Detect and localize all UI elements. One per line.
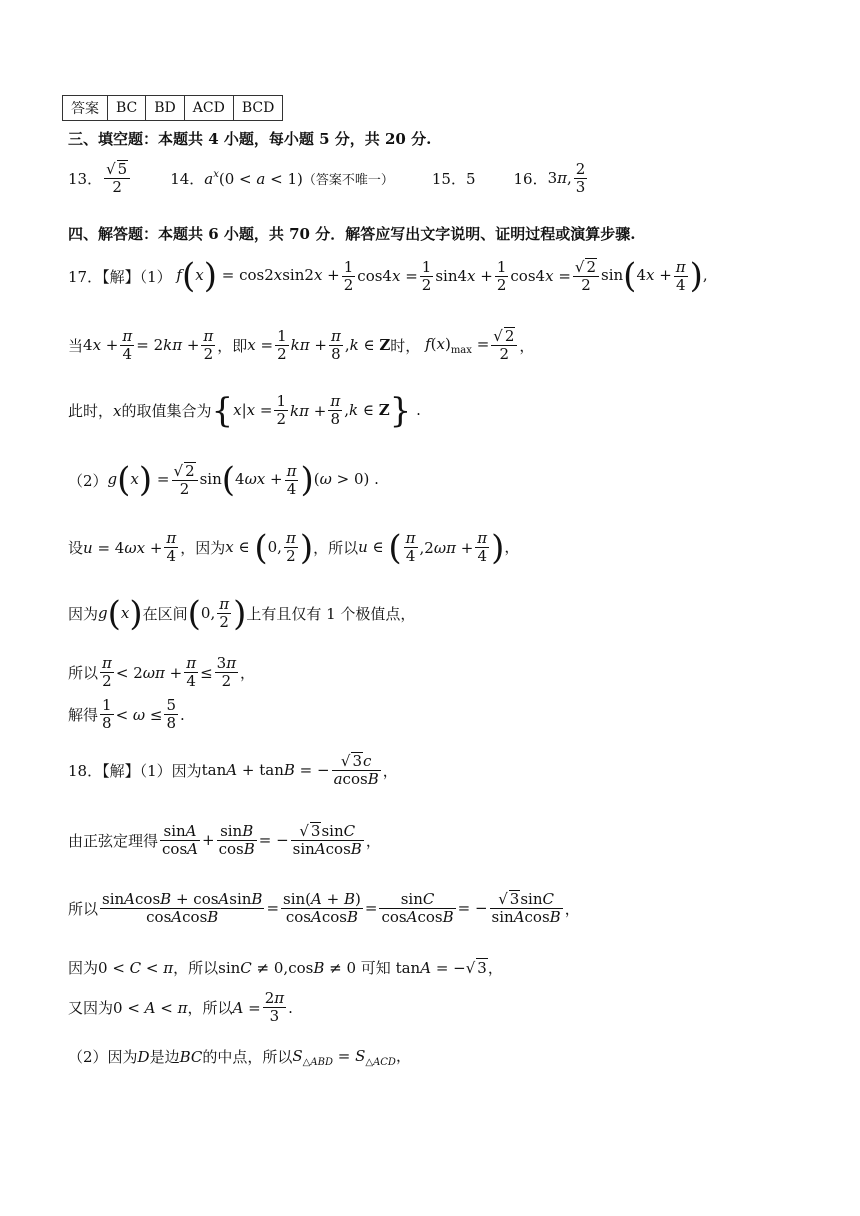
q16-answer-frac: $\frac{2}{3}$ [575, 159, 586, 196]
q17-line-3: 此时， x 的取值集合为 {x|x = $\frac{1}{2}$ kπ + $\frac{\pi}{8}$ ,k ∈ Z} . [68, 390, 421, 431]
q16-answer: 3π, [547, 169, 572, 188]
q13-answer: $\frac{√ 5}{2}$ [104, 160, 130, 197]
answer-cell: BD [146, 96, 185, 121]
q16-label: 16． [513, 169, 548, 188]
q14-note: （答案不唯一） [302, 172, 394, 188]
q13-label: 13． [68, 169, 103, 188]
q18-part-2: （2）因为 D 是边 BC 的中点，所以 $S_{\triangle ABD} = S_{\triangle ACD}$， [68, 1047, 411, 1068]
q17-interval: 因为 g(x) 在区间 (0, $\frac{\pi}{2}$ ) 上有且仅有 1 个极值点， [68, 593, 416, 634]
q14-answer: $a^x(0 < a < 1)$ [204, 168, 303, 188]
q17-part-2: （2） g(x) = $\frac{√ 2}{2}$ sin(4ωx + $\frac{\pi}{4}$ )(ω > 0) . [68, 460, 379, 501]
q18-sine-rule: 由正弦定理得 $\frac{\sin A}{\cos A}$ + $\frac{\sin B}{\cos B}$ = − $\frac{√ 3\sin C}{\text{sinAcosB}}$ ， [68, 821, 381, 859]
q15-label: 15．5 [431, 169, 476, 188]
q17-solution: 解得 $\frac{1}{8}$ < ω ≤ $\frac{5}{8}$ . [68, 696, 185, 733]
q18-line-1: 18．【解】（1）因为 tanA + tanB = − $\frac{√ 3c}{acosB}$ ， [68, 752, 398, 789]
section-3-title: 三、填空题：本题共 4 小题，每小题 5 分，共 20 分. [68, 130, 432, 148]
q17-set-u: 设 u = 4ωx + $\frac{\pi}{4}$ ，因为 x ∈ (0, $\frac{\pi}{2}$ ) ，所以 u ∈ ( $\frac{\pi}{4}$ ,2ωπ + $\frac{\pi}{4}$ )， [68, 527, 520, 568]
fill-in-answers [68, 160, 589, 197]
q17-line-2: 当 4x + $\frac{\pi}{4}$ = 2kπ + $\frac{\pi}{2}$ ，即 x = $\frac{1}{2}$ kπ + $\frac{\pi}{8}$ ,k ∈ Z 时， $f(x)_{max}$ = $\frac{√ 2}{2}$ ， [68, 326, 535, 364]
q17-label: 17．【解】（1） [68, 267, 172, 286]
q18-derivation: 所以 $\frac{\text{sinAcosB + cosAsinB}}{\text{cosAcosB}}$ = $\frac{\sin(A + B)}{\text{cosAcosB}}$ = $\frac{\sin C}{\text{cosAcosB}}$ = − $\frac{√ 3\sin C}{\text{sinAcosB}}$ ， [68, 889, 580, 927]
q18-angle-a: 又因为 0 < A < π ，所以 A = $\frac{2\pi}{3}$ . [68, 989, 293, 1026]
q17-inequality: 所以 $\frac{\pi}{2}$ < 2ωπ + $\frac{\pi}{4}$ ≤ $\frac{3\pi}{2}$ ， [68, 654, 256, 691]
answer-cell: BC [108, 96, 146, 121]
q18-tan-a: 因为 0 < C < π ，所以 sinC ≠ 0,cosB ≠ 0 可知 tanA = −√ 3， [68, 958, 503, 977]
q17-line-1: 17．【解】（1） f(x) = cos2xsin2x + $\frac{1}{2}$ cos4x = $\frac{1}{2}$ sin4x + $\frac{1}{2}$ cos4x = $\frac{√ 2}{2}$ sin(4x + $\frac{\pi}{4}$ ), [68, 256, 708, 297]
answer-table-header: 答案 [63, 96, 108, 121]
q14-label: 14． [170, 169, 205, 188]
answer-cell: ACD [184, 96, 233, 121]
section-4-title: 四、解答题：本题共 6 小题，共 70 分．解答应写出文字说明、证明过程或演算步骤. [68, 225, 636, 243]
answer-table [62, 95, 283, 121]
answer-cell: BCD [233, 96, 282, 121]
